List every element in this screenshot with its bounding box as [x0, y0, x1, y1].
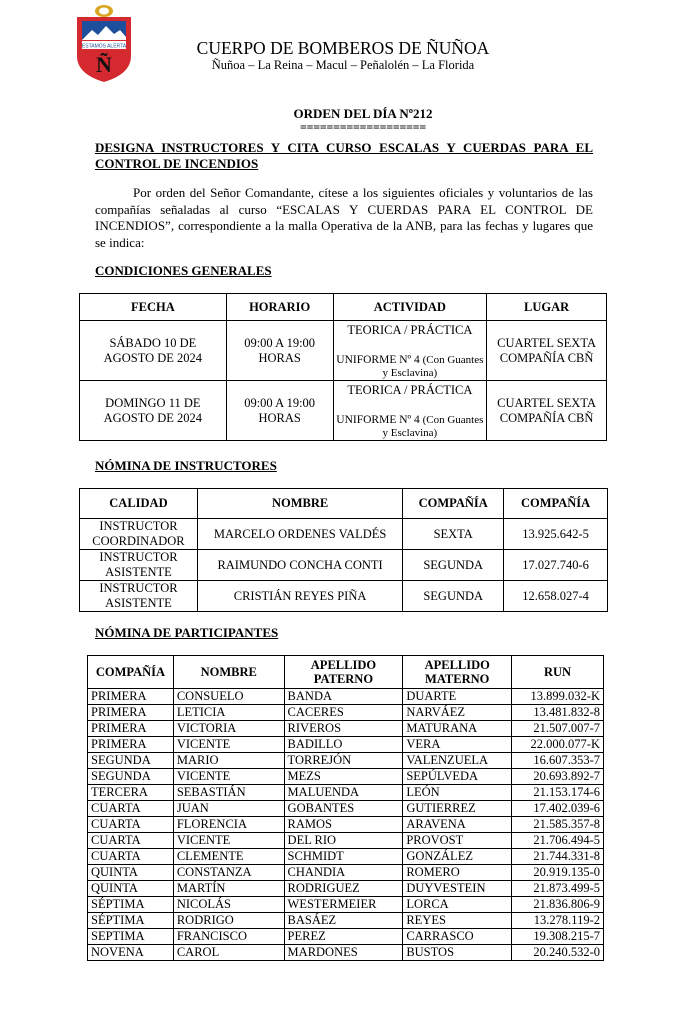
cell-company: SEGUNDA: [403, 581, 504, 612]
cell-maternal-surname: ARAVENA: [403, 817, 512, 833]
table-row: [88, 785, 604, 801]
column-header: NOMBRE: [173, 656, 284, 689]
uniform-label: UNIFORME Nº 4: [336, 354, 420, 366]
table-row: [88, 929, 604, 945]
cell-company: PRIMERA: [88, 721, 174, 737]
table-row: [88, 721, 604, 737]
title-rule: ===================: [299, 120, 427, 134]
cell-rank: INSTRUCTOR COORDINADOR: [80, 519, 198, 550]
cell-run: 19.308.215-7: [512, 929, 604, 945]
activity-type: TEORICA / PRÁCTICA: [347, 323, 473, 337]
cell-maternal-surname: GONZÁLEZ: [403, 849, 512, 865]
cell-date: DOMINGO 11 DE AGOSTO DE 2024: [80, 381, 227, 441]
cell-company: SEXTA: [403, 519, 504, 550]
cell-company: PRIMERA: [88, 705, 174, 721]
cell-first-name: CONSUELO: [173, 689, 284, 705]
cell-paternal-surname: CHANDIA: [284, 865, 403, 881]
table-row: [88, 801, 604, 817]
cell-rank: INSTRUCTOR ASISTENTE: [80, 581, 198, 612]
conditions-table: [79, 293, 607, 441]
cell-first-name: SEBASTIÁN: [173, 785, 284, 801]
order-subject: DESIGNA INSTRUCTORES Y CITA CURSO ESCALAS Y CUERDAS PARA EL CONTROL DE INCENDIOS: [95, 140, 593, 171]
cell-run: 21.836.806-9: [512, 897, 604, 913]
table-row: [88, 945, 604, 961]
cell-name: RAIMUNDO CONCHA CONTI: [197, 550, 402, 581]
cell-run: 16.607.353-7: [512, 753, 604, 769]
column-header: APELLIDO PATERNO: [284, 656, 403, 689]
cell-schedule: 09:00 A 19:00 HORAS: [226, 321, 333, 381]
column-header: COMPAÑÍA: [88, 656, 174, 689]
cell-company: SEGUNDA: [403, 550, 504, 581]
table-row: [80, 321, 607, 381]
column-header: CALIDAD: [80, 489, 198, 519]
cell-first-name: VICENTE: [173, 737, 284, 753]
cell-paternal-surname: RAMOS: [284, 817, 403, 833]
table-row: [80, 519, 608, 550]
column-header: LUGAR: [487, 294, 607, 321]
cell-paternal-surname: BADILLO: [284, 737, 403, 753]
column-header: FECHA: [80, 294, 227, 321]
cell-paternal-surname: MALUENDA: [284, 785, 403, 801]
table-row: [88, 753, 604, 769]
cell-run: 12.658.027-4: [504, 581, 608, 612]
cell-company: PRIMERA: [88, 689, 174, 705]
cell-maternal-surname: LEÓN: [403, 785, 512, 801]
column-header: COMPAÑÍA: [403, 489, 504, 519]
cell-maternal-surname: LORCA: [403, 897, 512, 913]
column-header: ACTIVIDAD: [333, 294, 487, 321]
table-header-row: [80, 294, 607, 321]
organization-name: CUERPO DE BOMBEROS DE ÑUÑOA: [196, 38, 490, 58]
cell-run: 13.899.032-K: [512, 689, 604, 705]
cell-first-name: NICOLÁS: [173, 897, 284, 913]
table-row: [88, 849, 604, 865]
cell-run: 21.744.331-8: [512, 849, 604, 865]
cell-first-name: JUAN: [173, 801, 284, 817]
cell-date: SÁBADO 10 DE AGOSTO DE 2024: [80, 321, 227, 381]
cell-maternal-surname: NARVÁEZ: [403, 705, 512, 721]
cell-paternal-surname: TORREJÓN: [284, 753, 403, 769]
cell-paternal-surname: BASÁEZ: [284, 913, 403, 929]
cell-company: CUARTA: [88, 849, 174, 865]
cell-maternal-surname: VALENZUELA: [403, 753, 512, 769]
cell-company: PRIMERA: [88, 737, 174, 753]
cell-run: 21.507.007-7: [512, 721, 604, 737]
participants-heading: NÓMINA DE PARTICIPANTES: [95, 625, 279, 640]
cell-maternal-surname: CARRASCO: [403, 929, 512, 945]
cell-company: QUINTA: [88, 865, 174, 881]
intro-paragraph: Por orden del Señor Comandante, cítese a los siguientes oficiales y voluntarios de las compañías señaladas al curso “ESCALAS Y CUERDAS PARA EL CONTROL DE INCENDIOS”, correspondiente a la malla Operativa de la ANB, para las fechas y lugares que se indica:: [95, 185, 593, 250]
uniform: [334, 354, 487, 380]
cell-company: QUINTA: [88, 881, 174, 897]
cell-company: SEPTIMA: [88, 929, 174, 945]
uniform-note: (Con Guantes y Esclavina): [382, 354, 484, 379]
cell-first-name: LETICIA: [173, 705, 284, 721]
cell-maternal-surname: GUTIERREZ: [403, 801, 512, 817]
cell-paternal-surname: SCHMIDT: [284, 849, 403, 865]
table-row: [80, 550, 608, 581]
uniform-note: (Con Guantes y Esclavina): [382, 414, 484, 439]
cell-paternal-surname: MEZS: [284, 769, 403, 785]
instructors-heading: NÓMINA DE INSTRUCTORES: [95, 458, 277, 473]
column-header: HORARIO: [226, 294, 333, 321]
column-header: COMPAÑÍA: [504, 489, 608, 519]
cell-company: SEGUNDA: [88, 753, 174, 769]
table-row: [88, 865, 604, 881]
cell-first-name: RODRIGO: [173, 913, 284, 929]
activity-type: TEORICA / PRÁCTICA: [347, 383, 473, 397]
order-title: ORDEN DEL DÍA Nº212: [293, 106, 433, 121]
cell-paternal-surname: GOBANTES: [284, 801, 403, 817]
cell-first-name: VICENTE: [173, 833, 284, 849]
cell-paternal-surname: WESTERMEIER: [284, 897, 403, 913]
cell-company: NOVENA: [88, 945, 174, 961]
cell-schedule: 09:00 A 19:00 HORAS: [226, 381, 333, 441]
cell-first-name: MARIO: [173, 753, 284, 769]
table-row: [88, 913, 604, 929]
cell-run: 21.153.174-6: [512, 785, 604, 801]
cell-run: 20.240.532-0: [512, 945, 604, 961]
logo-motto: ESTAMOS ALERTA: [81, 43, 127, 50]
cell-paternal-surname: BANDA: [284, 689, 403, 705]
cell-first-name: CONSTANZA: [173, 865, 284, 881]
logo-letter: Ñ: [96, 52, 112, 77]
table-row: [88, 817, 604, 833]
cell-paternal-surname: RIVEROS: [284, 721, 403, 737]
column-header: APELLIDO MATERNO: [403, 656, 512, 689]
cell-company: CUARTA: [88, 801, 174, 817]
instructors-table: [79, 488, 608, 612]
cell-maternal-surname: REYES: [403, 913, 512, 929]
table-header-row: [80, 489, 608, 519]
cell-run: 13.481.832-8: [512, 705, 604, 721]
uniform-label: UNIFORME Nº 4: [336, 414, 420, 426]
cell-paternal-surname: RODRIGUEZ: [284, 881, 403, 897]
table-row: [88, 737, 604, 753]
cell-maternal-surname: BUSTOS: [403, 945, 512, 961]
cell-run: 22.000.077-K: [512, 737, 604, 753]
cell-maternal-surname: SEPÚLVEDA: [403, 769, 512, 785]
table-row: [80, 381, 607, 441]
cell-run: 21.706.494-5: [512, 833, 604, 849]
table-header-row: [88, 656, 604, 689]
table-row: [88, 689, 604, 705]
cell-name: MARCELO ORDENES VALDÉS: [197, 519, 402, 550]
cell-first-name: FLORENCIA: [173, 817, 284, 833]
cell-company: SEGUNDA: [88, 769, 174, 785]
table-row: [88, 897, 604, 913]
cell-company: SÉPTIMA: [88, 897, 174, 913]
cell-maternal-surname: PROVOST: [403, 833, 512, 849]
cell-first-name: VICTORIA: [173, 721, 284, 737]
fire-department-logo: [74, 4, 134, 84]
cell-run: 20.919.135-0: [512, 865, 604, 881]
cell-run: 17.402.039-6: [512, 801, 604, 817]
cell-first-name: VICENTE: [173, 769, 284, 785]
cell-first-name: MARTÍN: [173, 881, 284, 897]
cell-place: CUARTEL SEXTA COMPAÑÍA CBÑ: [487, 381, 607, 441]
cell-run: 13.925.642-5: [504, 519, 608, 550]
cell-run: 20.693.892-7: [512, 769, 604, 785]
cell-name: CRISTIÁN REYES PIÑA: [197, 581, 402, 612]
column-header: NOMBRE: [197, 489, 402, 519]
cell-maternal-surname: MATURANA: [403, 721, 512, 737]
cell-run: 21.585.357-8: [512, 817, 604, 833]
cell-first-name: FRANCISCO: [173, 929, 284, 945]
cell-paternal-surname: PEREZ: [284, 929, 403, 945]
cell-rank: INSTRUCTOR ASISTENTE: [80, 550, 198, 581]
cell-paternal-surname: DEL RIO: [284, 833, 403, 849]
cell-paternal-surname: CACERES: [284, 705, 403, 721]
cell-run: 13.278.119-2: [512, 913, 604, 929]
participants-table: [87, 655, 604, 961]
uniform: [334, 414, 487, 440]
cell-company: TERCERA: [88, 785, 174, 801]
cell-maternal-surname: ROMERO: [403, 865, 512, 881]
cell-activity: [333, 321, 487, 381]
table-row: [80, 581, 608, 612]
cell-run: 21.873.499-5: [512, 881, 604, 897]
cell-run: 17.027.740-6: [504, 550, 608, 581]
cell-first-name: CAROL: [173, 945, 284, 961]
cell-place: CUARTEL SEXTA COMPAÑÍA CBÑ: [487, 321, 607, 381]
column-header: RUN: [512, 656, 604, 689]
cell-maternal-surname: DUYVESTEIN: [403, 881, 512, 897]
cell-company: CUARTA: [88, 817, 174, 833]
cell-company: CUARTA: [88, 833, 174, 849]
table-row: [88, 833, 604, 849]
cell-activity: [333, 381, 487, 441]
table-row: [88, 769, 604, 785]
cell-first-name: CLEMENTE: [173, 849, 284, 865]
organization-communes: Ñuñoa – La Reina – Macul – Peñalolén – La Florida: [211, 58, 475, 72]
cell-maternal-surname: DUARTE: [403, 689, 512, 705]
table-row: [88, 705, 604, 721]
cell-paternal-surname: MARDONES: [284, 945, 403, 961]
cell-maternal-surname: VERA: [403, 737, 512, 753]
participants-body: [88, 689, 604, 961]
table-row: [88, 881, 604, 897]
cell-company: SÉPTIMA: [88, 913, 174, 929]
conditions-heading: CONDICIONES GENERALES: [95, 263, 272, 278]
